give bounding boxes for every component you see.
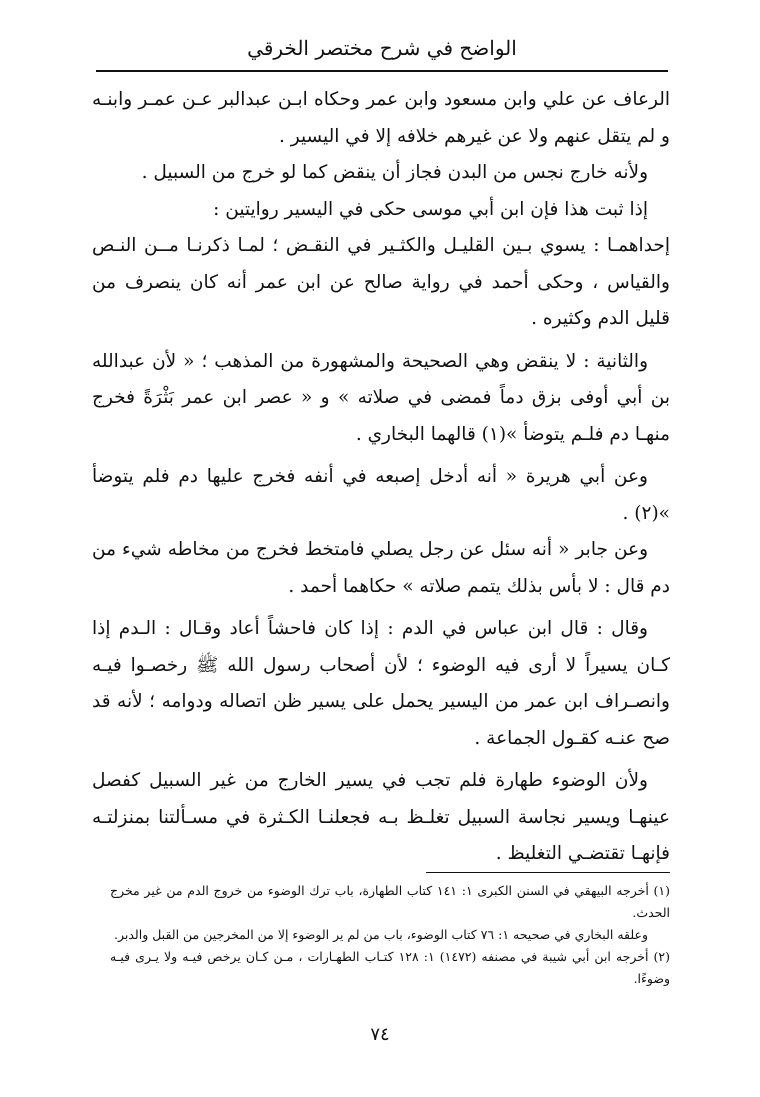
paragraph: إحداهمـا : يسوي بـين القليـل والكثـير في النقـض ؛ لمـا ذكرنـا مــن النـص والقياس ، وحكى أحمد في رواية صالح عن ابن عمر أنه كان ينصرف من قليل الدم وكثيره . [92,235,670,329]
paragraph: إذا ثبت هذا فإن ابن أبي موسى حكى في اليسير روايتين : [213,198,648,220]
paragraph: ولأنه خارج نجس من البدن فجاز أن ينقض كما لو خرج من السبيل . [141,162,648,183]
footnotes [110,880,670,990]
footnote: (١) أخرجه البيهقي في السنن الكبرى ١: ١٤١ كتاب الطهارة، باب ترك الوضوء من خروج الدم من غير مخرج الحدث. [110,883,670,920]
main-text [92,82,670,873]
paragraph: ولأن الوضوء طهارة فلم تجب في يسير الخارج من غير السبيل كفصل عينهـا ويسير نجاسة السبيل تغلـظ بـه فجعلنـا الكـثرة في مسـألتنا بمنزلتـه فإنهـا تقتضـي التغليظ . [92,770,670,864]
footnote-rule [426,872,670,873]
paragraph: وعن جابر « أنه سئل عن رجل يصلي فامتخط فخرج من مخاطه شيء من دم قال : لا بأس بذلك يتمم صلاته » حكاهما أحمد . [92,539,670,597]
paragraph: والثانية : لا ينقض وهي الصحيحة والمشهورة من المذهب ؛ « لأن عبدالله بن أبي أوفى بزق دماً فمضى في صلاته » و « عصر ابن عمر بَثْرَةً فخرج منهـا دم فلـم يتوضأ »(١) قالهما البخاري . [92,350,670,445]
footnote: (٢) أخرجه ابن أبي شيبة في مصنفه (١٤٧٢) ١: ١٢٨ كتـاب الطهـارات ، مـن كـان يرخص فيـه ولا يـرى فيـه وضوءًا. [110,949,670,986]
header-rule [96,70,668,72]
paragraph: وعن أبي هريرة « أنه أدخل إصبعه في أنفه فخرج عليها دم فلم يتوضأ »(٢) . [92,466,670,524]
footnote: وعلقه البخاري في صحيحه ١: ٧٦ كتاب الوضوء، باب من لم ير الوضوء إلا من المخرجين من القبل والدبر. [114,927,648,942]
page-number: ٧٤ [370,1024,390,1045]
paragraph: وقال : قال ابن عباس في الدم : إذا كان فاحشاً أعاد وقـال : الـدم إذا كـان يسيراً لا أرى فيه الوضوء ؛ لأن أصحاب رسول الله ﷺ رخصـوا فيـه وانصـراف ابن عمر من اليسير يحمل على يسير ظن اتصاله ودوامه ؛ لأنه قد صح عنـه كقـول الجماعة . [92,618,670,749]
running-header: الواضح في شرح مختصر الخرقي [247,36,517,60]
paragraph: الرعاف عن علي وابن مسعود وابن عمر وحكاه ابـن عبدالبر عـن عمـر وابنـه و لم يتقل عنهم ولا عن غيرهم خلافه إلا في اليسير . [92,89,670,147]
